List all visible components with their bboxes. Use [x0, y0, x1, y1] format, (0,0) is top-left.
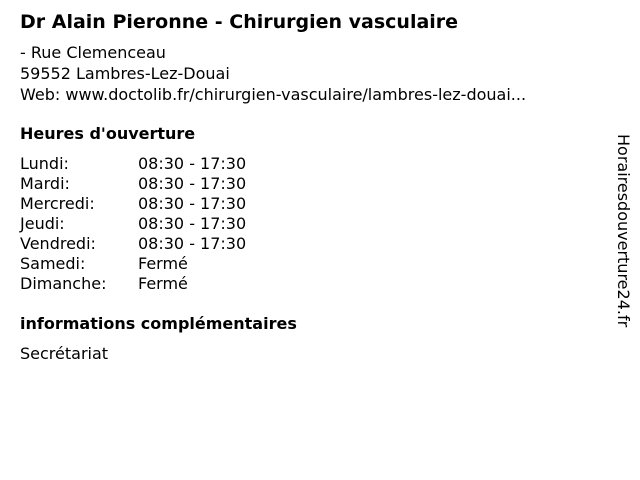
time-value: 08:30 - 17:30 [138, 174, 247, 193]
day-label: Vendredi: [20, 234, 96, 253]
page-title: Dr Alain Pieronne - Chirurgien vasculaire [20, 11, 459, 33]
website-link[interactable]: Web: www.doctolib.fr/chirurgien-vasculaire/lambres-lez-douai... [20, 85, 527, 104]
day-label: Lundi: [20, 154, 69, 173]
time-value: 08:30 - 17:30 [138, 214, 247, 233]
day-label: Mardi: [20, 174, 70, 193]
time-value: 08:30 - 17:30 [138, 154, 247, 173]
address-city: 59552 Lambres-Lez-Douai [20, 64, 230, 83]
time-value: 08:30 - 17:30 [138, 234, 247, 253]
additional-info-heading: informations complémentaires [20, 314, 297, 333]
opening-hours-heading: Heures d'ouverture [20, 124, 196, 143]
day-label: Samedi: [20, 254, 86, 273]
additional-info-text: Secrétariat [20, 344, 109, 363]
day-label: Mercredi: [20, 194, 95, 213]
address-street: - Rue Clemenceau [20, 43, 166, 62]
site-watermark: Horairesdouverture24.fr [614, 134, 633, 328]
time-value: 08:30 - 17:30 [138, 194, 247, 213]
day-label: Dimanche: [20, 274, 107, 293]
time-value: Fermé [138, 254, 188, 273]
time-value: Fermé [138, 274, 188, 293]
day-label: Jeudi: [20, 214, 65, 233]
